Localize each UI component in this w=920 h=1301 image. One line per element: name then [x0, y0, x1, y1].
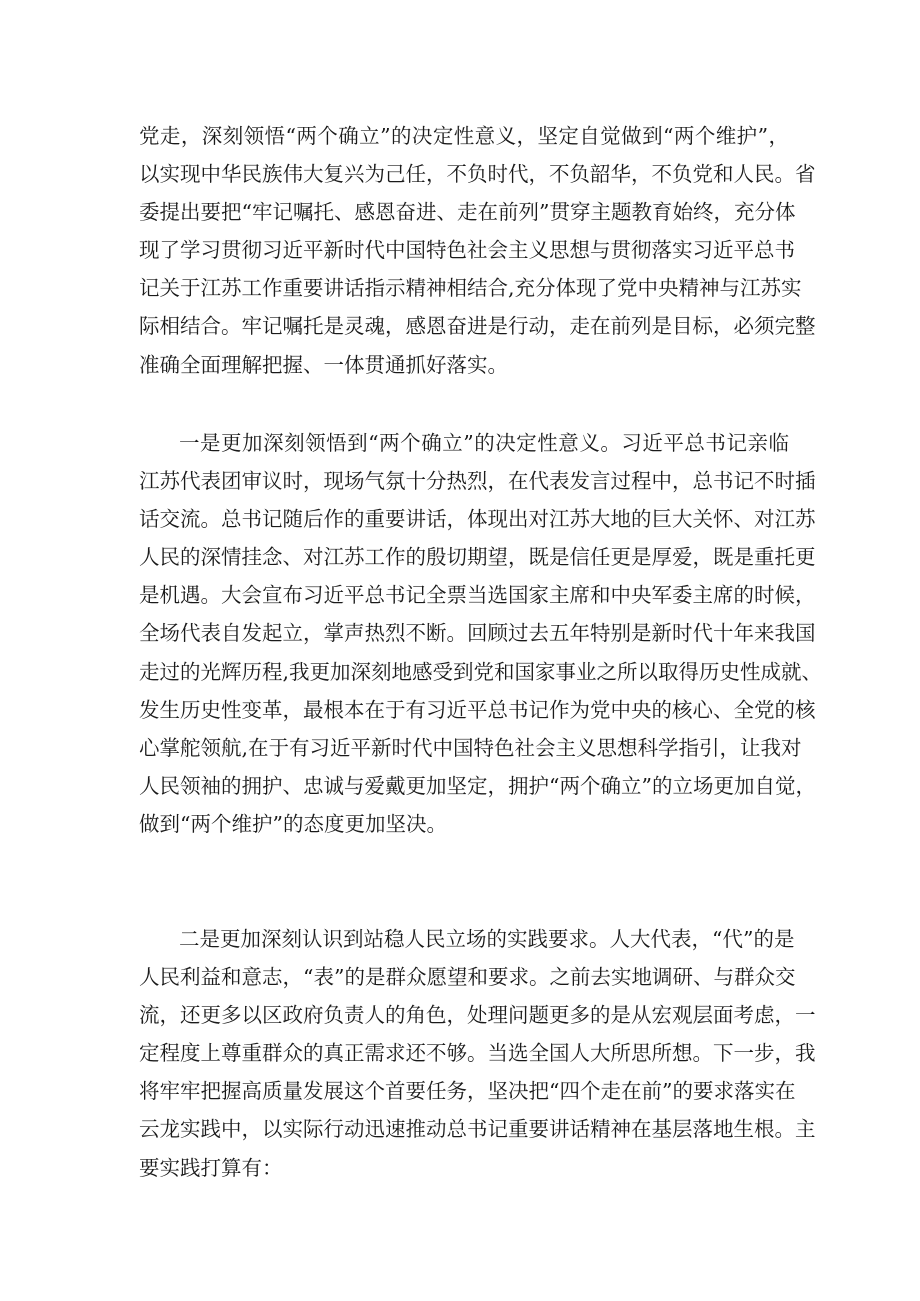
text-line: 流，还更多以区政府负责人的角色，处理问题更多的是从宏观层面考虑，一 [139, 1003, 816, 1028]
text-line: 心掌舵领航,在于有习近平新时代中国特色社会主义思想科学指引，让我对 [139, 735, 802, 760]
text-line: 二是更加深刻认识到站稳人民立场的实践要求。人大代表，“代”的是 [179, 927, 795, 951]
text-line: 际相结合。牢记嘱托是灵魂，感恩奋进是行动，走在前列是目标，必须完整 [139, 314, 816, 339]
text-line: 人民领袖的拥护、忠诚与爱戴更加坚定，拥护“两个确立”的立场更加自觉， [139, 773, 816, 798]
text-line: 一是更加深刻领悟到“两个确立”的决定性意义。习近平总书记亲临 [179, 431, 789, 455]
text-line: 记关于江苏工作重要讲话指示精神相结合,充分体现了党中央精神与江苏实 [139, 276, 802, 301]
paragraph-1 [139, 117, 816, 384]
text-line: 委提出要把“牢记嘱托、感恩奋进、走在前列”贯穿主题教育始终，充分体 [139, 200, 796, 225]
text-line: 是机遇。大会宣布习近平总书记全票当选国家主席和中央军委主席的时候， [139, 583, 816, 608]
text-line: 云龙实践中，以实际行动迅速推动总书记重要讲话精神在基层落地生根。主 [139, 1117, 816, 1142]
text-line: 做到“两个维护”的态度更加坚决。 [139, 811, 447, 836]
text-line: 走过的光辉历程,我更加深刻地感受到党和国家事业之所以取得历史性成就、 [139, 659, 823, 684]
text-line: 人民的深情挂念、对江苏工作的殷切期望，既是信任更是厚爱，既是重托更 [139, 545, 816, 570]
text-line: 全场代表自发起立，掌声热烈不断。回顾过去五年特别是新时代十年来我国 [139, 621, 816, 646]
text-line: 将牢牢把握高质量发展这个首要任务，坚决把“四个走在前”的要求落实在 [139, 1079, 796, 1104]
text-line: 发生历史性变革，最根本在于有习近平总书记作为党中央的核心、全党的核 [139, 697, 816, 722]
text-line: 江苏代表团审议时，现场气氛十分热烈，在代表发言过程中，总书记不时插 [139, 469, 816, 494]
paragraph-3 [139, 920, 816, 1187]
text-line: 以实现中华民族伟大复兴为己任，不负时代，不负韶华，不负党和人民。省 [139, 162, 816, 187]
text-line: 准确全面理解把握、一体贯通抓好落实。 [139, 352, 508, 377]
text-line: 定程度上尊重群众的真正需求还不够。当选全国人大所思所想。下一步，我 [139, 1041, 816, 1066]
text-line: 话交流。总书记随后作的重要讲话，体现出对江苏大地的巨大关怀、对江苏 [139, 507, 816, 532]
paragraph-2 [139, 424, 823, 843]
text-line: 人民利益和意志，“表”的是群众愿望和要求。之前去实地调研、与群众交 [139, 965, 796, 990]
text-line: 要实践打算有： [139, 1155, 283, 1180]
text-line: 党走，深刻领悟“两个确立”的决定性意义，坚定自觉做到“两个维护”， [139, 124, 789, 148]
text-line: 现了学习贯彻习近平新时代中国特色社会主义思想与贯彻落实习近平总书 [139, 238, 795, 263]
